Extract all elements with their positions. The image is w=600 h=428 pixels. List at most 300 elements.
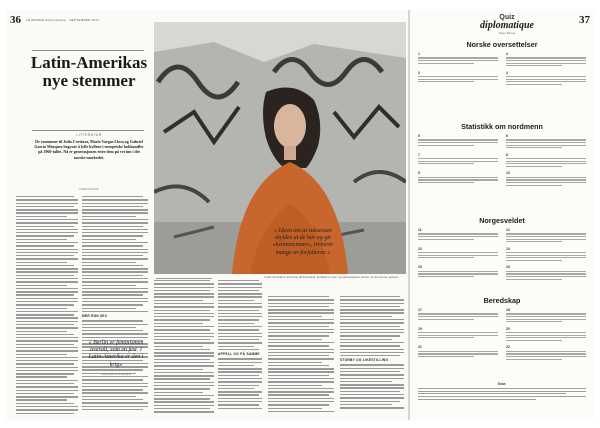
body-text-line [16, 370, 78, 371]
quiz-question [506, 134, 586, 150]
body-text-line [154, 411, 214, 412]
quiz-question [418, 327, 498, 343]
body-text-line [16, 373, 74, 374]
photo-caption: I Latin-Amerika er kvinnene på frammarsj. Forfatterne i den nye generasjonen skriver om det de har opplevd. [264, 275, 399, 279]
body-text-line [340, 401, 400, 402]
quiz-question [506, 345, 586, 361]
body-text-line [16, 334, 74, 335]
body-text-line [82, 399, 143, 400]
body-text-line [268, 365, 329, 366]
body-text-line [82, 271, 148, 272]
body-text-line [82, 245, 143, 246]
body-text-line [340, 387, 404, 388]
body-text-line [340, 378, 404, 379]
body-text-line [16, 386, 78, 387]
question-number: 2 [506, 52, 508, 56]
pull-quote-1-text: « Ideen om at suksessen skyldes at de har og gir «kvinnetemaer», irriterer mange av forfatterne » [272, 228, 334, 256]
body-text-line [154, 395, 214, 396]
quiz-question [506, 247, 586, 263]
body-text-line [16, 363, 74, 364]
body-text-line [218, 287, 262, 288]
body-text-line [340, 332, 404, 333]
body-text-line [154, 401, 214, 402]
body-text-line [154, 313, 214, 314]
body-text-line [82, 330, 143, 331]
text-column-5 [268, 296, 334, 418]
body-text-line [268, 358, 334, 359]
body-text-line [268, 411, 334, 412]
pull-quote-rule [156, 278, 212, 279]
pull-quote-2 [86, 340, 146, 378]
running-head-left: LE MONDE diplomatique · SEPTEMBER 2017 [26, 18, 100, 22]
body-text-line [82, 229, 148, 230]
body-text-line [16, 383, 74, 384]
body-text-line [82, 222, 148, 223]
body-text-line [82, 262, 136, 263]
body-text-line [154, 405, 214, 406]
question-grid-2 [418, 134, 586, 187]
body-text-line [340, 296, 400, 297]
body-text-line [218, 329, 259, 330]
body-text-line [218, 375, 259, 376]
quiz-question [418, 345, 498, 361]
body-text-line [154, 342, 214, 343]
body-text-line [16, 285, 67, 286]
body-text-line [16, 294, 74, 295]
body-text-line [16, 357, 78, 358]
question-number: 14 [506, 246, 510, 251]
body-text-line [16, 278, 78, 279]
body-text-line [82, 265, 143, 266]
pull-quote-2-text: « Berlin er feminismen overalt, som en fest. I Latin-Amerika er den i krig» [88, 340, 144, 368]
body-text-line [218, 388, 254, 389]
body-text-line [268, 404, 329, 405]
body-text-line [154, 329, 210, 330]
body-text-line [154, 382, 214, 383]
quiz-author: Peter Banas [498, 31, 516, 35]
body-text-line [218, 303, 262, 304]
body-text-line [268, 309, 334, 310]
quiz-question [506, 52, 586, 68]
body-text-line [16, 324, 74, 325]
body-text-line [218, 326, 262, 327]
body-text-line [154, 287, 214, 288]
body-text-line [218, 385, 259, 386]
body-text-line [16, 360, 78, 361]
body-text-line [340, 384, 404, 385]
question-number: 15 [418, 265, 422, 270]
body-text-line [218, 394, 259, 395]
body-text-line [82, 226, 143, 227]
body-text-line [340, 306, 400, 307]
left-page [6, 10, 408, 420]
body-text-line [154, 290, 210, 291]
body-text-line [154, 283, 214, 284]
body-text-line [268, 378, 334, 379]
section-title-3: Norgesveldet [479, 216, 525, 225]
body-text-line [16, 199, 78, 200]
question-number: 18 [506, 308, 510, 312]
question-number: 1 [418, 52, 420, 56]
body-text-line [218, 371, 262, 372]
body-text-line [268, 299, 334, 300]
body-text-line [268, 326, 329, 327]
question-grid-1 [418, 52, 586, 86]
body-text-line [154, 349, 210, 350]
body-text-line [268, 329, 334, 330]
body-text-line [340, 329, 404, 330]
body-text-line [154, 392, 203, 393]
body-text-line [340, 345, 400, 346]
body-text-line [154, 385, 214, 386]
body-text-line [218, 316, 262, 317]
body-text-line [16, 222, 78, 223]
body-text-line [340, 391, 400, 392]
question-number: 19 [418, 326, 422, 331]
body-text-line [340, 339, 392, 340]
body-text-line [16, 206, 74, 207]
body-text-line [16, 203, 78, 204]
question-number: 20 [506, 326, 510, 331]
body-text-line [268, 345, 329, 346]
body-text-line [16, 347, 78, 348]
body-text-line [82, 324, 148, 325]
right-page [410, 10, 594, 420]
question-number: 17 [418, 308, 422, 312]
body-text-line [218, 408, 262, 409]
body-text-line [218, 306, 262, 307]
body-text-line [82, 232, 148, 233]
body-text-line [218, 280, 259, 281]
body-text-line [16, 219, 78, 220]
body-text-line [16, 232, 78, 233]
body-text-line [16, 311, 78, 312]
body-text-line [82, 386, 148, 387]
body-text-line [340, 355, 400, 356]
body-text-line [340, 374, 404, 375]
question-number: 13 [418, 246, 422, 251]
body-text-line [218, 283, 262, 284]
body-text-line [16, 291, 78, 292]
quiz-question [506, 265, 586, 281]
headline: Latin-Amerikas nye stemmer [30, 53, 148, 90]
body-text-line [268, 401, 334, 402]
body-text-line [154, 408, 210, 409]
body-text-line [218, 368, 262, 369]
body-text-line [16, 298, 78, 299]
body-text-line [82, 258, 148, 259]
body-text-line [16, 321, 78, 322]
body-text-line [218, 300, 254, 301]
body-text-line [82, 379, 143, 380]
body-text-line [340, 364, 404, 365]
quiz-label: Quiz [499, 14, 515, 21]
body-text-line [82, 255, 143, 256]
body-text-line [218, 391, 262, 392]
headline-rule-top [32, 50, 144, 51]
body-text-line [82, 235, 143, 236]
page-number-left: 36 [10, 14, 21, 26]
body-text-line [154, 296, 214, 297]
body-text-line [16, 390, 78, 391]
body-text-line [82, 216, 136, 217]
body-text-line [82, 327, 136, 328]
body-text-line [16, 393, 74, 394]
question-number: 22 [506, 345, 510, 350]
body-text-line [82, 196, 143, 197]
question-grid-4 [418, 308, 586, 361]
body-text-line [154, 319, 210, 320]
body-text-line [16, 255, 74, 256]
body-text-line [82, 396, 136, 397]
body-text-line [340, 335, 400, 336]
body-text-line [16, 209, 78, 210]
body-text-line [218, 362, 262, 363]
quiz-question [418, 52, 498, 68]
body-text-line [16, 239, 67, 240]
body-text-line [82, 209, 148, 210]
body-text-line [16, 262, 67, 263]
body-text-line [154, 359, 210, 360]
body-text-line [154, 339, 210, 340]
body-text-line [218, 296, 262, 297]
body-text-line [82, 219, 148, 220]
body-text-line [82, 242, 148, 243]
body-text-line [16, 337, 78, 338]
body-text-line [218, 349, 259, 350]
text-column-2 [82, 196, 148, 418]
question-number: 16 [506, 265, 510, 270]
body-text-line [16, 249, 78, 250]
body-text-line [340, 326, 400, 327]
body-text-line [154, 346, 203, 347]
body-text-line [340, 368, 404, 369]
body-text-line [218, 310, 259, 311]
body-text-line [82, 409, 143, 410]
body-text-line [16, 281, 78, 282]
body-text-line [340, 322, 404, 323]
question-number: 9 [418, 171, 420, 176]
body-text-line [268, 303, 334, 304]
body-text-line [268, 362, 322, 363]
body-text-line [82, 320, 143, 321]
body-text-line [82, 268, 148, 269]
question-number: 6 [506, 134, 508, 138]
quiz-masthead [472, 14, 542, 35]
body-text-line [268, 371, 334, 372]
body-text-line [218, 398, 262, 399]
body-text-line [82, 383, 148, 384]
masthead-diplomatique: diplomatique [480, 20, 534, 31]
body-text-line [82, 392, 148, 393]
body-text-line [16, 376, 67, 377]
body-text-line [154, 398, 210, 399]
article-subhead: APPELL OG PÅ SAMME [218, 352, 260, 357]
body-text-line [16, 212, 78, 213]
question-number: 4 [506, 70, 508, 75]
question-number: 3 [418, 70, 420, 75]
body-text-line [268, 391, 334, 392]
body-text-line [268, 375, 329, 376]
article-intro: De romanene til Julio Cortázar, Mario Vargas Llosa og Gabriel García Márquez begynte å fylle hyllene i europeiske bokhandler på 1960-tallet. Nå er generasjonen etter dem på vei inn i det norske markedet. [34, 139, 144, 160]
body-text-line [82, 402, 148, 403]
body-text-line [218, 336, 262, 337]
body-text-line [268, 349, 334, 350]
question-number: 21 [418, 345, 422, 350]
pull-quote-2-attribution: GABRIELA WIENER [100, 371, 132, 376]
body-text-line [16, 396, 78, 397]
body-text-line [16, 399, 67, 400]
body-text-line [16, 308, 67, 309]
body-text-line [340, 319, 404, 320]
body-text-line [16, 265, 74, 266]
body-text-line [16, 413, 74, 414]
body-text-line [82, 199, 148, 200]
body-text-line [268, 408, 322, 409]
quiz-question [418, 228, 498, 244]
body-text-line [218, 378, 262, 379]
body-text-line [154, 310, 210, 311]
body-text-line [340, 381, 392, 382]
body-text-line [268, 398, 334, 399]
body-text-line [16, 380, 78, 381]
body-text-line [268, 319, 334, 320]
body-text-line [154, 316, 214, 317]
body-text-line [218, 293, 262, 294]
page-number-right: 37 [579, 14, 590, 26]
text-column-3 [154, 280, 214, 418]
body-text-line [154, 352, 214, 353]
body-text-line [82, 203, 148, 204]
question-number: 7 [418, 152, 420, 157]
text-column-4 [218, 280, 262, 418]
headline-rule-bottom [32, 130, 144, 131]
body-text-line [16, 354, 67, 355]
body-text-line [16, 258, 78, 259]
question-grid-3 [418, 228, 586, 281]
body-text-line [218, 401, 262, 402]
body-text-line [16, 245, 74, 246]
text-column-6 [340, 296, 404, 418]
body-text-line [16, 275, 74, 276]
body-text-line [154, 306, 214, 307]
body-text-line [268, 322, 334, 323]
body-text-line [82, 278, 148, 279]
body-text-line [16, 216, 67, 217]
body-text-line [218, 358, 262, 359]
body-text-line [82, 239, 136, 240]
body-text-line [16, 403, 74, 404]
body-text-line [82, 298, 148, 299]
quiz-question [506, 171, 586, 187]
body-text-line [268, 388, 334, 389]
body-text-line [340, 371, 400, 372]
quiz-question [418, 153, 498, 169]
body-text-line [340, 303, 404, 304]
body-text-line [16, 242, 78, 243]
section-title-4: Beredskap [483, 296, 521, 305]
body-text-line [268, 385, 322, 386]
body-text-line [340, 397, 404, 398]
body-text-line [268, 312, 334, 313]
question-number: 12 [506, 228, 510, 232]
body-text-line [82, 301, 148, 302]
body-text-line [154, 365, 214, 366]
body-text-line [154, 280, 210, 281]
body-text-line [340, 394, 404, 395]
section-title-1: Norske oversettelser [466, 40, 538, 49]
quiz-question [506, 308, 586, 324]
body-text-line [16, 406, 78, 407]
body-text-line [154, 388, 210, 389]
body-text-line [82, 308, 136, 309]
body-text-line [16, 367, 78, 368]
question-number: 10 [506, 171, 510, 176]
question-number: 8 [506, 152, 508, 157]
body-text-line [340, 299, 404, 300]
body-text-line [154, 323, 203, 324]
body-text-line [154, 326, 214, 327]
body-text-line [82, 389, 143, 390]
body-text-line [16, 331, 67, 332]
body-text-line [218, 339, 259, 340]
body-text-line [82, 291, 148, 292]
body-text-line [268, 339, 322, 340]
body-text-line [154, 336, 214, 337]
body-text-line [154, 375, 214, 376]
body-text-line [218, 404, 259, 405]
body-text-line [82, 281, 148, 282]
answers-title: Svar: [497, 382, 507, 386]
body-text-line [16, 314, 74, 315]
article-subhead: STORBY OG LIKESTILLING [340, 358, 389, 363]
body-text-line [16, 235, 74, 236]
quiz-question [418, 71, 498, 87]
quiz-question [506, 228, 586, 244]
quiz-question [418, 171, 498, 187]
body-text-line [340, 309, 404, 310]
body-text-line [218, 333, 262, 334]
body-text-line [16, 350, 78, 351]
body-text-line [16, 229, 78, 230]
body-text-line [82, 337, 148, 338]
body-text-line [268, 296, 329, 297]
body-text-line [16, 268, 78, 269]
body-text-line [16, 409, 78, 410]
body-text-line [82, 406, 148, 407]
body-text-line [154, 362, 214, 363]
body-text-line [154, 303, 214, 304]
body-text-line [82, 294, 143, 295]
body-text-line [82, 206, 143, 207]
body-text-line [16, 317, 78, 318]
body-text-line [268, 355, 329, 356]
body-text-line [16, 304, 74, 305]
body-text-line [154, 369, 203, 370]
section-tag: LITTERATUR [76, 133, 102, 137]
body-text-line [268, 368, 334, 369]
body-text-line [154, 333, 214, 334]
body-text-line [218, 346, 254, 347]
quiz-question [506, 327, 586, 343]
text-column-1 [16, 196, 78, 418]
body-text-line [82, 304, 143, 305]
body-text-line [82, 311, 148, 312]
section-title-2: Statistikk om nordmenn [461, 122, 543, 131]
body-text-line [340, 349, 404, 350]
body-text-line [82, 285, 136, 286]
body-text-line [268, 306, 329, 307]
